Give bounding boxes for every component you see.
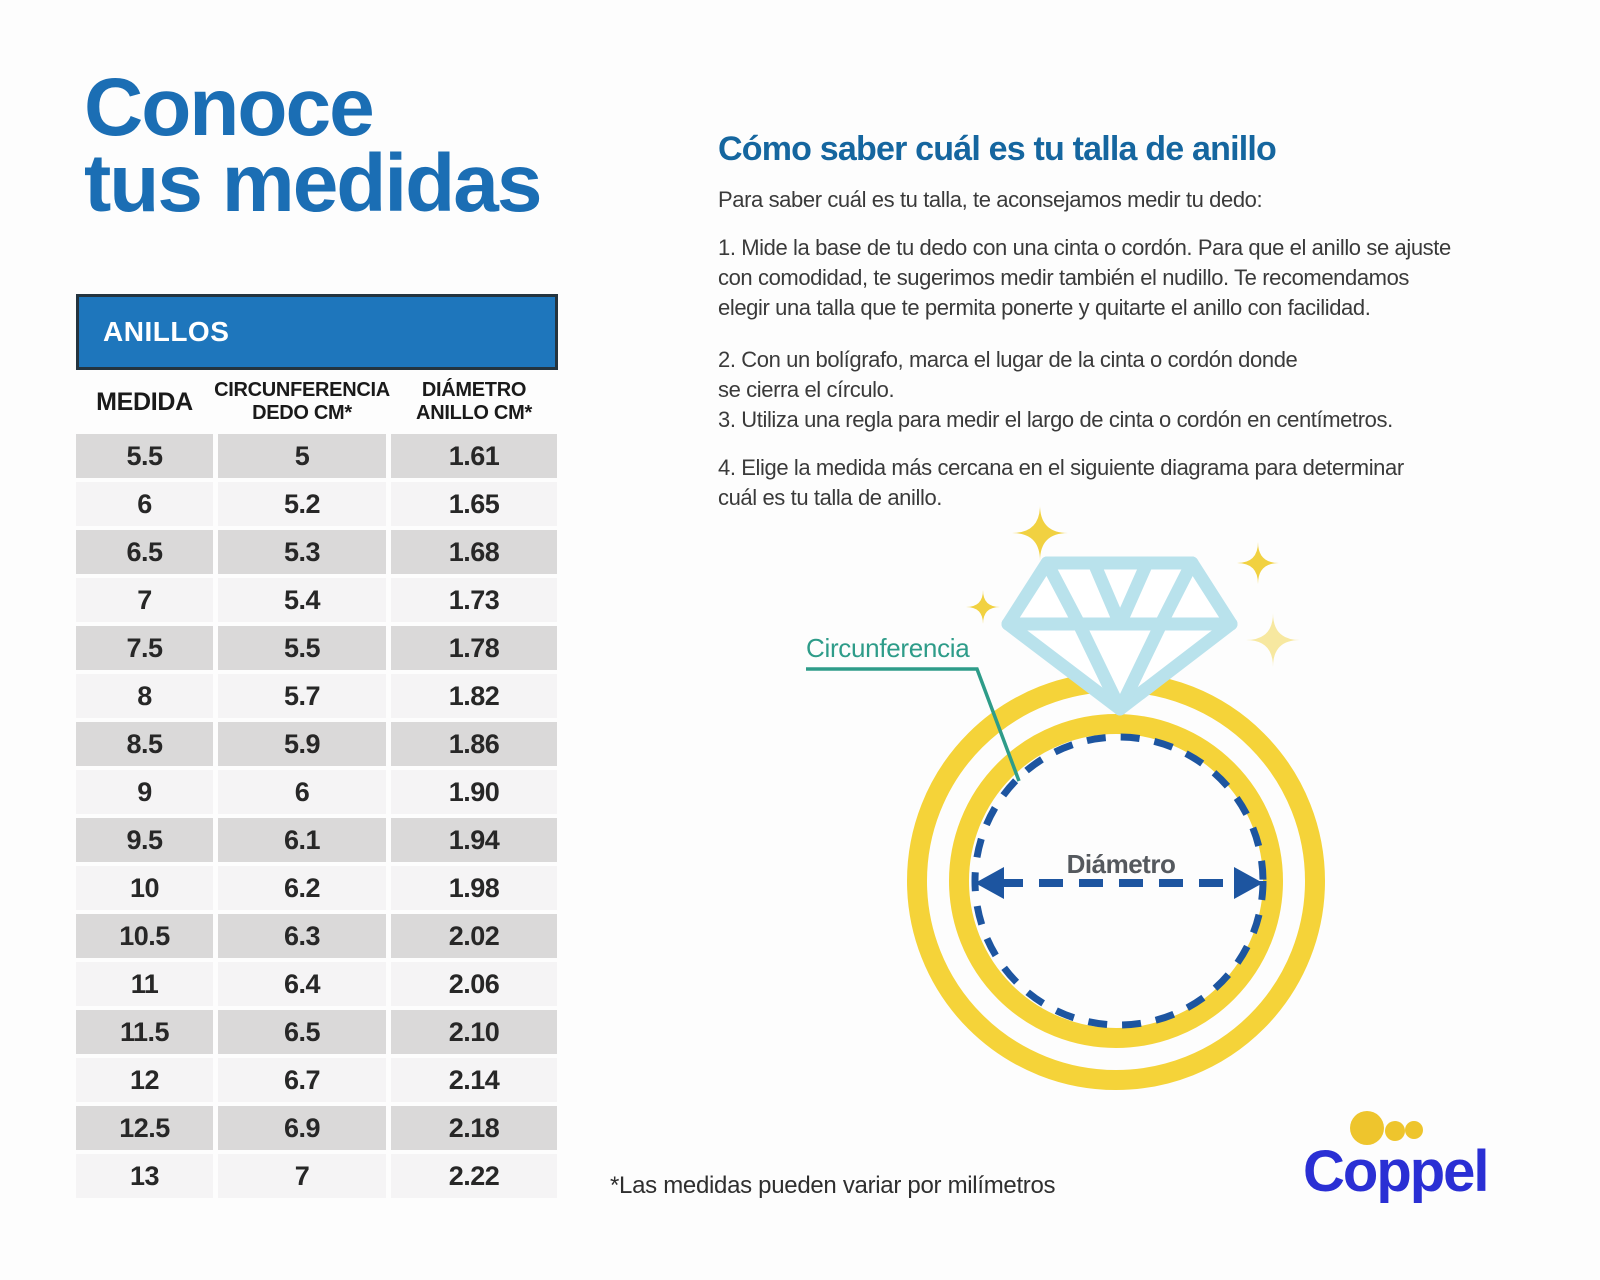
footnote: *Las medidas pueden variar por milímetros [610, 1172, 1056, 1199]
table-row [76, 626, 558, 670]
table-cell: 5.5 [218, 626, 386, 670]
table-cell: 5.3 [218, 530, 386, 574]
table-cell: 2.18 [391, 1106, 557, 1150]
table-cell: 6 [218, 770, 386, 814]
table-row [76, 914, 558, 958]
table-cell: 2.10 [391, 1010, 557, 1054]
table-cell: 5.9 [218, 722, 386, 766]
table-row [76, 530, 558, 574]
table-cell: 7.5 [76, 626, 213, 670]
table-cell: 11 [76, 962, 213, 1006]
ring-size-table [76, 294, 558, 1202]
page-title-line2: tus medidas [84, 138, 541, 229]
instruction-step-1: 1. Mide la base de tu dedo con una cinta o cordón. Para que el anillo se ajuste con comodidad, te sugerimos medir también el nudillo. Te recomendamos elegir una talla que te permita ponerte y quitarte el anillo con facilidad. [718, 235, 1451, 320]
table-cell: 1.98 [391, 866, 557, 910]
sparkle-icon [1012, 505, 1068, 561]
table-body [76, 434, 558, 1198]
table-cell: 9 [76, 770, 213, 814]
table-cell: 1.73 [391, 578, 557, 622]
column-header-circunferencia: CIRCUNFERENCIA DEDO CM* [214, 379, 390, 424]
circumference-label: Circunferencia [806, 633, 970, 663]
column-header-medida: MEDIDA [96, 387, 193, 416]
table-cell: 1.65 [391, 482, 557, 526]
table-cell: 7 [218, 1154, 386, 1198]
table-cell: 5.2 [218, 482, 386, 526]
table-row [76, 770, 558, 814]
table-cell: 6.1 [218, 818, 386, 862]
table-cell: 6.5 [218, 1010, 386, 1054]
table-cell: 2.14 [391, 1058, 557, 1102]
table-cell: 12.5 [76, 1106, 213, 1150]
sparkle-icon [966, 590, 1000, 624]
table-row [76, 1154, 558, 1198]
table-cell: 6.3 [218, 914, 386, 958]
table-cell: 6.2 [218, 866, 386, 910]
table-cell: 6.5 [76, 530, 213, 574]
instructions [718, 130, 1528, 513]
table-cell: 1.82 [391, 674, 557, 718]
table-cell: 5 [218, 434, 386, 478]
table-row [76, 1058, 558, 1102]
table-cell: 12 [76, 1058, 213, 1102]
table-cell: 2.02 [391, 914, 557, 958]
coppel-logo-text: Coppel [1303, 1139, 1488, 1204]
table-header-label: ANILLOS [103, 316, 230, 347]
diameter-label: Diámetro [1066, 849, 1176, 879]
instructions-intro: Para saber cuál es tu talla, te aconsejamos medir tu dedo: [718, 187, 1263, 212]
column-header-diametro: DIÁMETRO ANILLO CM* [416, 379, 532, 424]
table-row [76, 578, 558, 622]
table-cell: 10.5 [76, 914, 213, 958]
diameter-arrowhead-right [1234, 867, 1263, 899]
instruction-step-4: 4. Elige la medida más cercana en el siguiente diagrama para determinar cuál es tu talla de anillo. [718, 455, 1404, 510]
table-cell: 9.5 [76, 818, 213, 862]
table-cell: 13 [76, 1154, 213, 1198]
table-cell: 5.7 [218, 674, 386, 718]
table-cell: 6.9 [218, 1106, 386, 1150]
table-cell: 11.5 [76, 1010, 213, 1054]
page-title [84, 62, 541, 229]
table-row [76, 1010, 558, 1054]
table-column-headers [76, 370, 558, 434]
instruction-steps-2-3: 2. Con un bolígrafo, marca el lugar de la cinta o cordón donde se cierra el círculo. 3. Utiliza una regla para medir el largo de cinta o cordón en centímetros. [718, 347, 1393, 432]
table-cell: 1.61 [391, 434, 557, 478]
table-row [76, 866, 558, 910]
table-row [76, 482, 558, 526]
table-cell: 5.5 [76, 434, 213, 478]
table-row [76, 722, 558, 766]
page-title-line1: Conoce [84, 62, 373, 153]
table-cell: 6 [76, 482, 213, 526]
sparkle-icon [1237, 542, 1279, 584]
table-cell: 1.90 [391, 770, 557, 814]
table-row [76, 818, 558, 862]
table-cell: 1.68 [391, 530, 557, 574]
table-row [76, 434, 558, 478]
table-cell: 6.7 [218, 1058, 386, 1102]
diameter-arrowhead-left [975, 867, 1004, 899]
table-cell: 6.4 [218, 962, 386, 1006]
table-row [76, 962, 558, 1006]
table-cell: 7 [76, 578, 213, 622]
table-row [76, 674, 558, 718]
table-cell: 5.4 [218, 578, 386, 622]
table-row [76, 1106, 558, 1150]
sparkle-icon [1246, 613, 1300, 667]
table-cell: 8.5 [76, 722, 213, 766]
table-cell: 1.86 [391, 722, 557, 766]
coppel-logo [1290, 1104, 1530, 1224]
ring-diagram [780, 495, 1380, 1105]
table-cell: 2.22 [391, 1154, 557, 1198]
table-cell: 2.06 [391, 962, 557, 1006]
table-cell: 1.94 [391, 818, 557, 862]
instructions-heading: Cómo saber cuál es tu talla de anillo [718, 130, 1277, 168]
table-header-bar [76, 294, 558, 370]
table-cell: 1.78 [391, 626, 557, 670]
table-cell: 10 [76, 866, 213, 910]
table-cell: 8 [76, 674, 213, 718]
